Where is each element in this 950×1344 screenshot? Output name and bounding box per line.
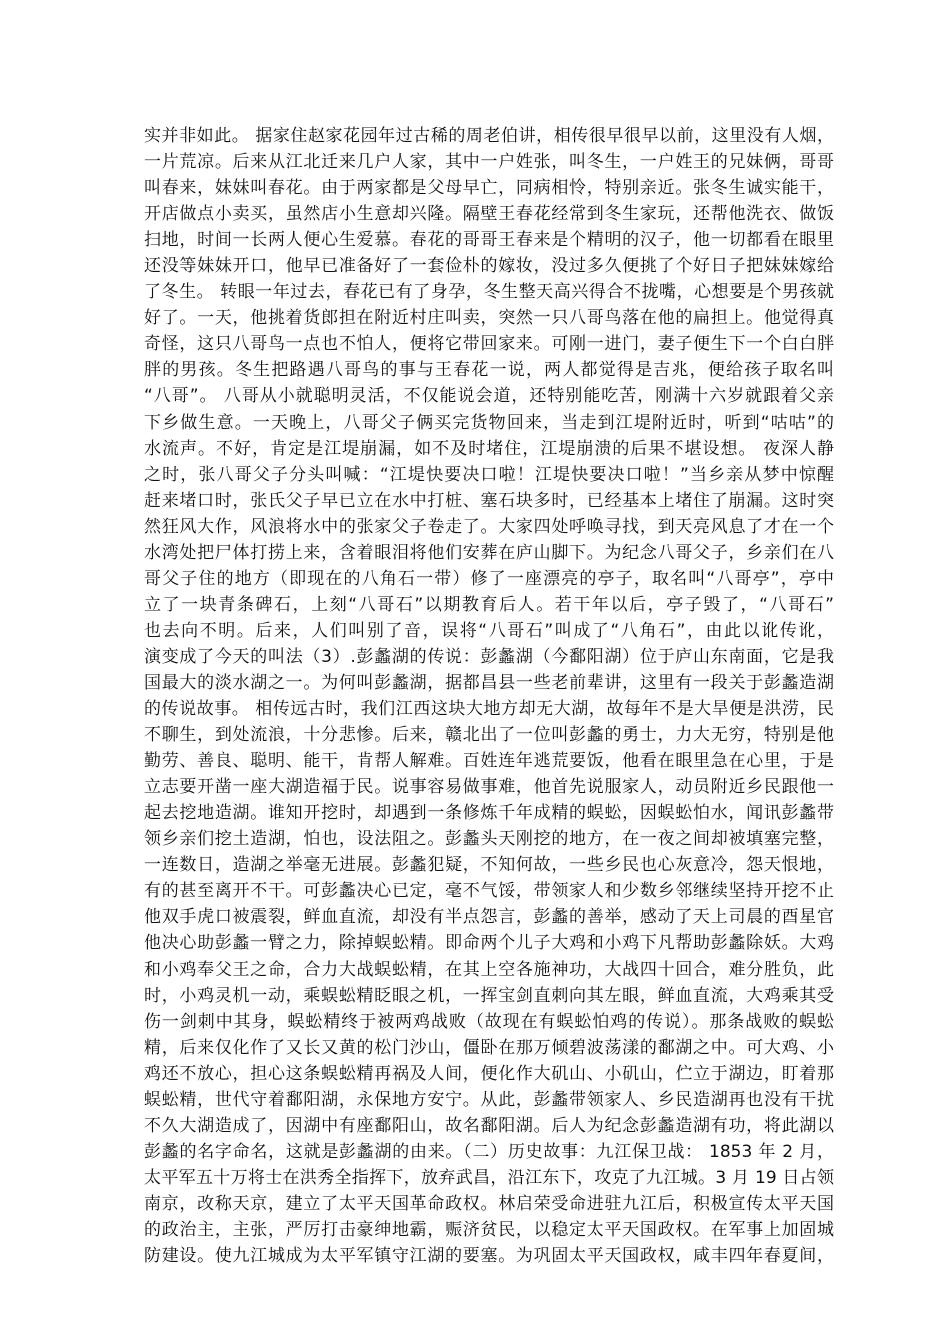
text-line: 时，小鸡灵机一动，乘蜈蚣精眨眼之机，一挥宝剑直刺向其左眼，鲜血直流，大鸡乘其受 bbox=[144, 985, 834, 1006]
text-line: 太平军五十万将士在洪秀全指挥下，放弃武昌，沿江东下，攻克了九江城。3 月 19 日占领 bbox=[144, 1167, 834, 1188]
text-line: 不久大湖造成了，因湖中有座鄱阳山，故名鄱阳湖。后人为纪念彭蠡造湖有功，将此湖以 bbox=[144, 1115, 834, 1136]
text-line: 国最大的淡水湖之一。为何叫彭蠡湖，据都昌县一些老前辈讲，这里有一段关于彭蠡造湖 bbox=[144, 672, 834, 693]
text-line: 彭蠡的名字命名，这就是彭蠡湖的由来。（二）历史故事：九江保卫战： 1853 年 2 月， bbox=[144, 1141, 834, 1162]
text-line: 赶来堵口时，张氏父子早已立在水中打桩、塞石块多时，已经基本上堵住了崩漏。这时突 bbox=[144, 490, 834, 511]
text-line: 还没等妹妹开口，他早已准备好了一套俭朴的嫁妆，没过多久便挑了个好日子把妹妹嫁给 bbox=[144, 256, 834, 277]
text-line: 也去向不明。后来，人们叫别了音，误将“八哥石”叫成了“八角石”，由此以讹传讹， bbox=[144, 620, 834, 641]
text-line: 好了。一天，他挑着货郎担在附近村庄叫卖，突然一只八哥鸟落在他的扁担上。他觉得真 bbox=[144, 308, 834, 329]
text-line: 立志要开凿一座大湖造福于民。说事容易做事难，他首先说服家人，动员附近乡民跟他一 bbox=[144, 777, 834, 798]
text-line: 奇怪，这只八哥鸟一点也不怕人，便将它带回家来。可刚一进门，妻子便生下一个白白胖 bbox=[144, 334, 834, 355]
body-text bbox=[144, 123, 834, 1269]
text-line: 胖的男孩。冬生把路遇八哥鸟的事与王春花一说，两人都觉得是吉兆，便给孩子取名叫 bbox=[144, 360, 834, 381]
text-line: 然狂风大作，风浪将水中的张家父子卷走了。大家四处呼唤寻找，到天亮风息了才在一个 bbox=[144, 516, 834, 537]
text-line: 的传说故事。 相传远古时，我们江西这块大地方却无大湖，故每年不是大旱便是洪涝，民 bbox=[144, 699, 834, 720]
text-line: 不聊生，到处流浪，十分悲惨。后来，赣北出了一位叫彭蠡的勇士，力大无穷，特别是他 bbox=[144, 725, 834, 746]
text-line: 叫春来，妹妹叫春花。由于两家都是父母早亡，同病相怜，特别亲近。张冬生诚实能干， bbox=[144, 178, 834, 199]
text-line: 扫地，时间一长两人便心生爱慕。春花的哥哥王春来是个精明的汉子，他一切都看在眼里 bbox=[144, 230, 834, 251]
text-line: 和小鸡奉父王之命，合力大战蜈蚣精，在其上空各施神功，大战四十回合，难分胜负，此 bbox=[144, 959, 834, 980]
text-line: 水湾处把尸体打捞上来，含着眼泪将他们安葬在庐山脚下。为纪念八哥父子，乡亲们在八 bbox=[144, 542, 834, 563]
text-line: 水流声。不好，肯定是江堤崩漏，如不及时堵住，江堤崩溃的后果不堪设想。 夜深人静 bbox=[144, 438, 834, 459]
text-line: 鸡还不放心，担心这条蜈蚣精再祸及人间，便化作大矶山、小矶山，伫立于湖边，盯着那 bbox=[144, 1063, 834, 1084]
text-line: 有的甚至离开不干。可彭蠡决心已定，毫不气馁，带领家人和少数乡邻继续坚持开挖不止 bbox=[144, 881, 834, 902]
text-line: 下乡做生意。一天晚上，八哥父子俩买完货物回来，当走到江堤附近时，听到“咕咕”的 bbox=[144, 412, 834, 433]
text-line: 防建设。使九江城成为太平军镇守江湖的要塞。为巩固太平天国政权，咸丰四年春夏间， bbox=[144, 1246, 834, 1267]
text-line: 勤劳、善良、聪明、能干，肯帮人解难。百姓连年逃荒要饭，他看在眼里急在心里，于是 bbox=[144, 751, 834, 772]
text-line: 的政治主，主张，严厉打击豪绅地霸，赈济贫民，以稳定太平天国政权。在军事上加固城 bbox=[144, 1219, 834, 1240]
text-line: 之时，张八哥父子分头叫喊：“江堤快要决口啦！江堤快要决口啦！”当乡亲从梦中惊醒 bbox=[144, 464, 834, 485]
text-line: 领乡亲们挖土造湖，怕也，设法阻之。彭蠡头天刚挖的地方，在一夜之间却被填塞完整， bbox=[144, 829, 834, 850]
text-line: 南京，改称天京，建立了太平天国革命政权。林启荣受命进驻九江后，积极宣传太平天国 bbox=[144, 1193, 834, 1214]
text-line: 伤一剑刺中其身，蜈蚣精终于被两鸡战败（故现在有蜈蚣怕鸡的传说）。那条战败的蜈蚣 bbox=[144, 1011, 834, 1032]
text-line: 立了一块青条碑石，上刻“八哥石”以期教育后人。若干年以后，亭子毁了，“八哥石” bbox=[144, 594, 834, 615]
text-line: 他决心助彭蠡一臂之力，除掉蜈蚣精。即命两个儿子大鸡和小鸡下凡帮助彭蠡除妖。大鸡 bbox=[144, 933, 834, 954]
text-line: 了冬生。 转眼一年过去，春花已有了身孕，冬生整天高兴得合不拢嘴，心想要是个男孩就 bbox=[144, 282, 834, 303]
text-line: 一连数日，造湖之举毫无进展。彭蠡犯疑，不知何故，一些乡民也心灰意冷，怨天恨地， bbox=[144, 855, 834, 876]
text-line: 蜈蚣精，世代守着鄱阳湖，永保地方安宁。从此，彭蠡带领家人、乡民造湖再也没有干扰 bbox=[144, 1089, 834, 1110]
text-line: 一片荒凉。后来从江北迁来几户人家，其中一户姓张，叫冬生，一户姓王的兄妹俩，哥哥 bbox=[144, 152, 834, 173]
text-line: “八哥”。 八哥从小就聪明灵活，不仅能说会道，还特别能吃苦，刚满十六岁就跟着父亲 bbox=[144, 386, 834, 407]
text-line: 精，后来仅化作了又长又黄的松门沙山，僵卧在那万倾碧波荡漾的鄱湖之中。可大鸡、小 bbox=[144, 1037, 834, 1058]
text-line: 起去挖地造湖。谁知开挖时，却遇到一条修炼千年成精的蜈蚣，因蜈蚣怕水，闻讯彭蠡带 bbox=[144, 803, 834, 824]
text-line: 他双手虎口被震裂，鲜血直流，却没有半点怨言，彭蠡的善举，感动了天上司晨的酉星官 bbox=[144, 907, 834, 928]
text-line: 演变成了今天的叫法（3）.彭蠡湖的传说：彭蠡湖（今鄱阳湖）位于庐山东南面，它是我 bbox=[144, 646, 834, 667]
text-line: 哥父子住的地方（即现在的八角石一带）修了一座漂亮的亭子，取名叫“八哥亭”，亭中 bbox=[144, 568, 834, 589]
text-line: 开店做点小卖买，虽然店小生意却兴隆。隔壁王春花经常到冬生家玩，还帮他洗衣、做饭 bbox=[144, 204, 834, 225]
text-line: 实并非如此。 据家住赵家花园年过古稀的周老伯讲，相传很早很早以前，这里没有人烟， bbox=[144, 126, 834, 146]
